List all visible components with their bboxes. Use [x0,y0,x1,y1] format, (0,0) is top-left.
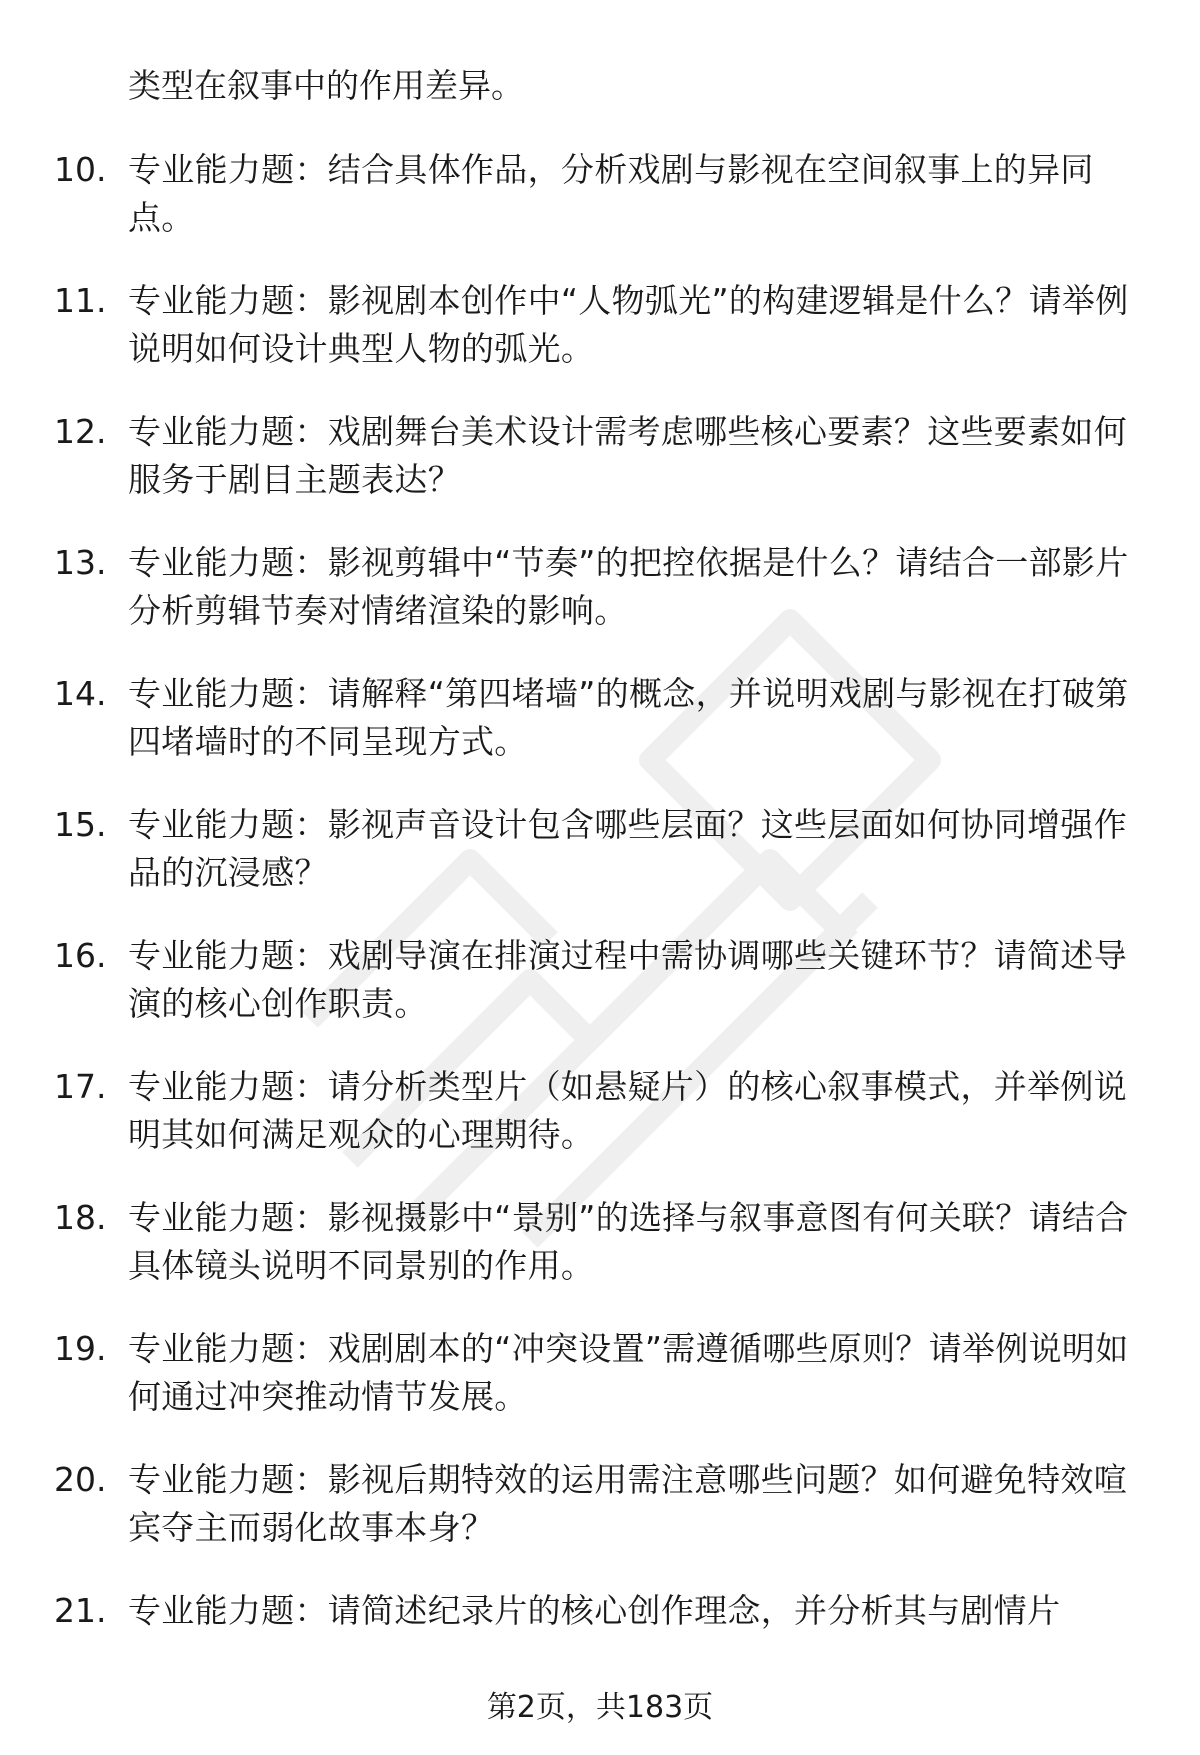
question-item [0,408,1200,539]
question-number: 16. [54,936,107,975]
question-number: 15. [54,805,107,844]
question-item [0,277,1200,408]
question-number: 17. [54,1067,107,1106]
question-text: 专业能力题：请解释“第四堵墙”的概念，并说明戏剧与影视在打破第四堵墙时的不同呈现方式。 [128,674,1129,761]
question-item [0,1325,1200,1456]
question-number: 18. [54,1198,107,1237]
question-number: 13. [54,543,107,582]
continuation-text: 类型在叙事中的作用差异。 [128,66,524,105]
page-footer: 第2页，共183页 [486,1690,714,1725]
question-item [0,1194,1200,1325]
question-item [0,932,1200,1063]
question-text: 专业能力题：影视剧本创作中“人物弧光”的构建逻辑是什么？请举例说明如何设计典型人物的弧光。 [128,281,1129,368]
question-item [0,539,1200,670]
question-text: 专业能力题：影视剪辑中“节奏”的把控依据是什么？请结合一部影片分析剪辑节奏对情绪渲染的影响。 [128,543,1129,630]
question-text: 专业能力题：戏剧导演在排演过程中需协调哪些关键环节？请简述导演的核心创作职责。 [128,936,1127,1023]
question-text: 专业能力题：戏剧舞台美术设计需考虑哪些核心要素？这些要素如何服务于剧目主题表达？ [128,412,1127,499]
question-item [0,1063,1200,1194]
question-item [0,146,1200,277]
question-number: 19. [54,1329,107,1368]
question-number: 14. [54,674,107,713]
question-item [0,670,1200,801]
question-number: 21. [54,1591,107,1630]
question-number: 10. [54,150,107,189]
question-text: 专业能力题：影视声音设计包含哪些层面？这些层面如何协同增强作品的沉浸感？ [128,805,1127,892]
question-text: 专业能力题：请分析类型片（如悬疑片）的核心叙事模式，并举例说明其如何满足观众的心理期待。 [128,1067,1127,1154]
question-text: 专业能力题：戏剧剧本的“冲突设置”需遵循哪些原则？请举例说明如何通过冲突推动情节发展。 [128,1329,1129,1416]
question-number: 11. [54,281,107,320]
question-item [0,801,1200,932]
question-text: 专业能力题：结合具体作品，分析戏剧与影视在空间叙事上的异同点。 [128,150,1094,237]
question-text: 专业能力题：请简述纪录片的核心创作理念，并分析其与剧情片 [128,1591,1061,1630]
question-item [0,1456,1200,1587]
question-list [0,146,1200,1718]
question-number: 20. [54,1460,107,1499]
question-number: 12. [54,412,107,451]
question-text: 专业能力题：影视后期特效的运用需注意哪些问题？如何避免特效喧宾夺主而弱化故事本身？ [128,1460,1127,1547]
question-text: 专业能力题：影视摄影中“景别”的选择与叙事意图有何关联？请结合具体镜头说明不同景别的作用。 [128,1198,1129,1285]
